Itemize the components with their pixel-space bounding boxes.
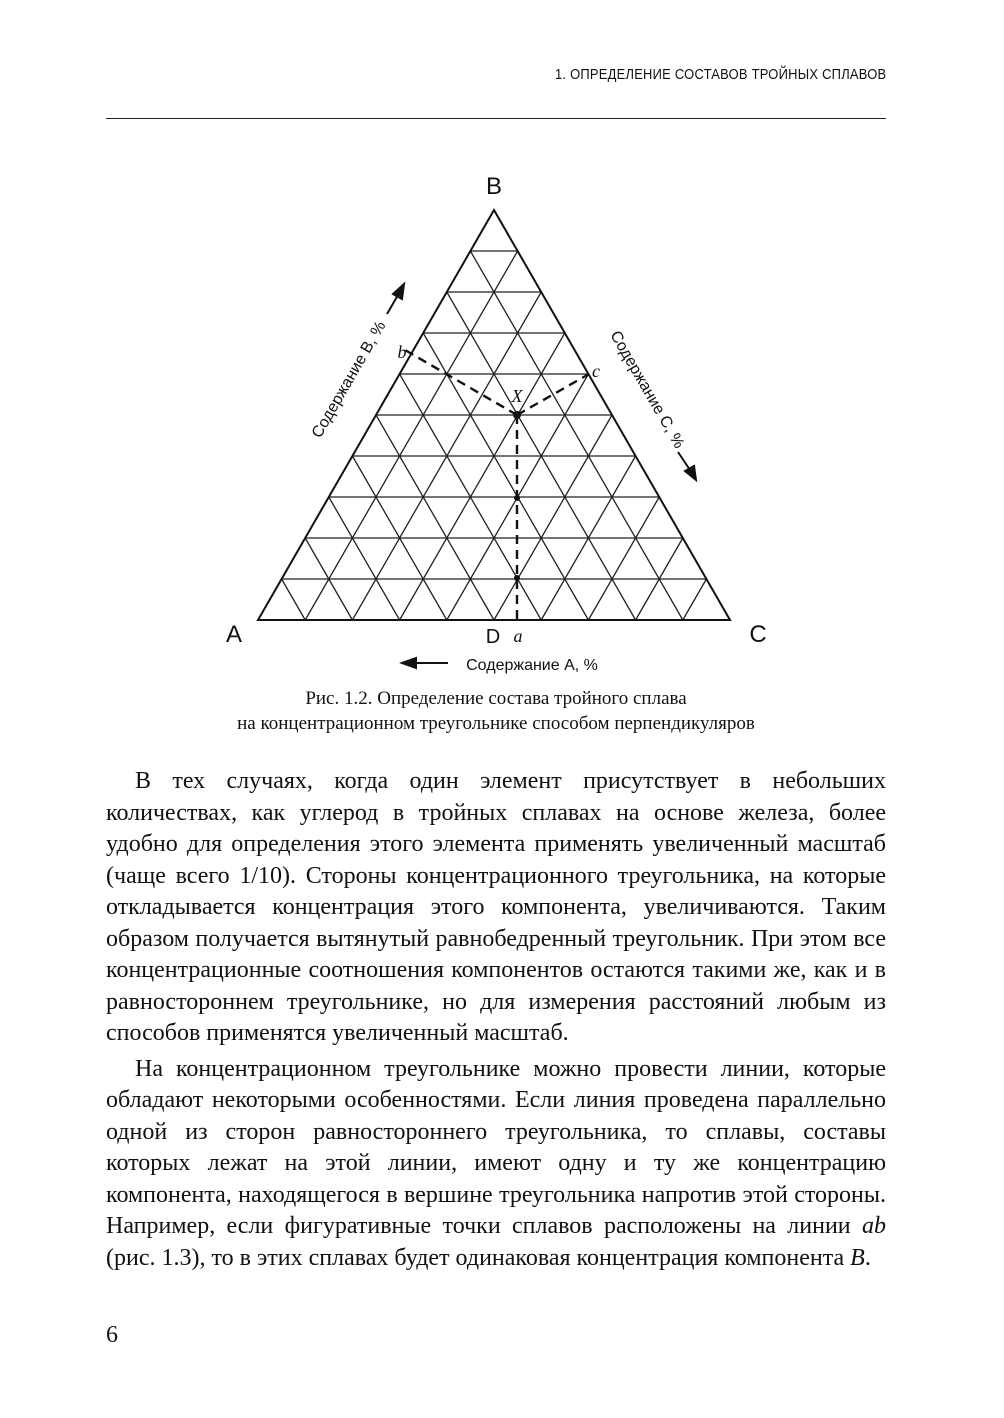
point-x-label: X: [511, 386, 523, 406]
point-a-small-label: a: [513, 626, 523, 646]
figure-caption: [106, 686, 886, 736]
page-number: 6: [106, 1322, 118, 1348]
header-rule: [106, 118, 886, 119]
paragraph-2: [106, 1054, 886, 1275]
axis-c-label: Содержание C, %: [606, 328, 688, 452]
running-head: 1. ОПРЕДЕЛЕНИЕ СОСТАВОВ ТРОЙНЫХ СПЛАВОВ: [554, 66, 886, 83]
body-text: [106, 766, 886, 1278]
grid-line: [683, 579, 707, 620]
point-b-small-label: b: [397, 342, 407, 362]
line-ab-ref: ab: [862, 1213, 887, 1239]
caption-line-1: Рис. 1.2. Определение состава тройного сплава: [305, 688, 687, 709]
axis-b-label: Содержание B, %: [308, 318, 390, 442]
point-d-label: D: [485, 626, 501, 648]
vertex-c-label: C: [749, 621, 767, 648]
axis-a-arrow-icon: [402, 658, 416, 668]
paragraph-2-end: .: [864, 1244, 871, 1271]
axis-b-arrow-icon: [393, 284, 404, 299]
paragraph-2-start: На концентрационном треугольнике можно провести линии, которые обладают некоторыми особенностями. Если линия проведена параллельно одной из сторон равностороннего треугольника, то сплавы, составы которых лежат на этой линии, имеют одну и ту же концентрацию компонента, находящегося в вершине треугольника напротив этой стороны. Например, если фигуративные точки сплавов расположены на линии: [106, 1055, 886, 1239]
grid-line: [470, 251, 682, 620]
grid-line: [588, 497, 659, 620]
grid-line: [376, 415, 494, 620]
vertex-a-label: A: [225, 621, 243, 648]
triangle-grid: [282, 251, 707, 620]
point-c-small-label: c: [592, 361, 600, 381]
caption-line-2: на концентрационном треугольнике способом перпендикуляров: [237, 713, 755, 734]
grid-line: [494, 415, 612, 620]
paragraph-2-middle: (рис. 1.3), то в этих сплавах будет одинаковая концентрация компонента: [106, 1244, 845, 1271]
axis-b-arrow-shaft: [387, 295, 398, 314]
grid-line: [305, 251, 517, 620]
grid-line: [329, 497, 400, 620]
grid-node-marker: [514, 575, 520, 581]
paragraph-1: В тех случаях, когда один элемент присутствует в небольших количествах, как углерод в тройных сплавах на основе железа, более удобно для определения этого элемента применять увеличенный масштаб (чаще всего 1/10). Стороны концентрационного треугольника, на которые откладывается концентрация этого компонента, увеличиваются. Таким образом получается вытянутый равнобедренный треугольник. При этом все концентрационные соотношения компонентов остаются такими же, как и в равностороннем треугольнике, но для измерения расстояний любым из способов применятся увеличенный масштаб.: [106, 768, 886, 1046]
grid-line: [397, 333, 565, 620]
grid-line: [282, 579, 306, 620]
perpendicular-xb: [405, 350, 517, 415]
point-x-marker: [513, 411, 521, 419]
ternary-diagram: [0, 160, 1004, 680]
axis-c-arrow-icon: [685, 466, 696, 480]
grid-node-marker: [514, 495, 520, 501]
vertex-b-label: B: [485, 173, 503, 200]
component-b-ref: B: [850, 1244, 865, 1271]
axis-a-label: Содержание А, %: [466, 657, 598, 674]
axis-c-arrow-shaft: [678, 452, 690, 470]
